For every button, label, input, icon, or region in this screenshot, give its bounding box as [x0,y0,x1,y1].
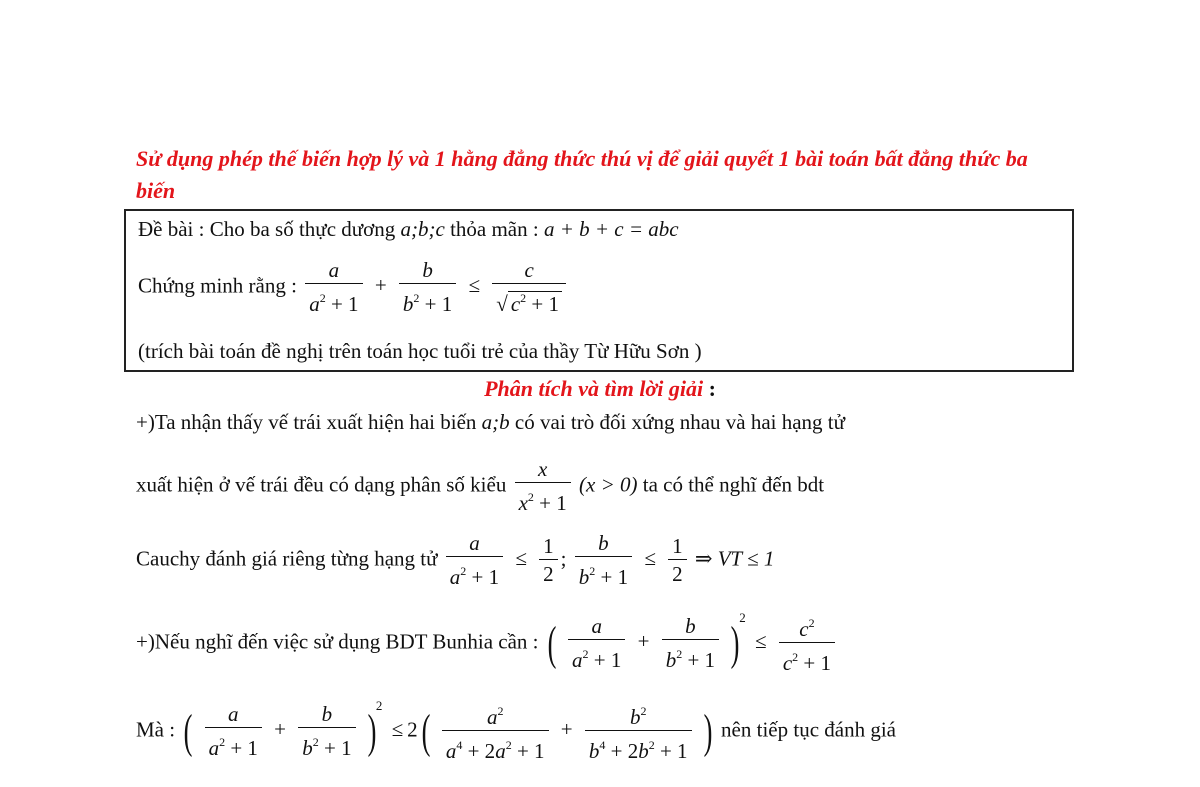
problem-condition: a + b + c = abc [543,217,679,241]
problem-line-1 [138,217,679,242]
problem-source: (trích bài toán đề nghị trên toán học tuổi trẻ của thầy Từ Hữu Sơn ) [138,339,702,363]
problem-box [124,209,1074,372]
fraction-c: $\frac{c}{√ c^2 + 1}$ [492,257,566,318]
analysis-para-4: +)Nếu nghĩ đến việc sử dụng BDT Bunhia cần : ( $\frac{a}{a^2 + 1}$ + $\frac{b}{b^2 + 1}$ )$^2$ ≤ $\frac{c^2}{c^2 + 1}$ [136,610,838,677]
analysis-heading: Phân tích và tìm lời giải : [484,376,716,401]
document-title: Sử dụng phép thế biến hợp lý và 1 hằng đẳng thức thú vị để giải quyết 1 bài toán bất đẳng thức ba biến [136,146,1028,203]
analysis-para-5: Mà : ( $\frac{a}{a^2 + 1}$ + $\frac{b}{b^2 + 1}$ )$^2$ ≤ 2( $\frac{a^2}{a^4 + 2a^2 + 1}$ + $\frac{b^2}{b^4 + 2b^2 + 1}$ ) nên tiếp tục đánh giá [136,698,896,763]
fraction-a: $\frac{a}{a^2 + 1}$ [305,257,362,318]
prove-label: Chứng minh rằng : [138,273,297,298]
problem-vars: a;b;c [400,217,445,241]
problem-intro: Đề bài : Cho ba số thực dương [138,217,396,241]
fraction-x: $\frac{x}{x^2 + 1}$ [515,456,571,517]
analysis-para-2: xuất hiện ở vế trái đều có dạng phân số kiểu $\frac{x}{x^2 + 1}$ (x > 0) ta có thể nghĩ đến bdt [136,457,825,515]
analysis-para-3: Cauchy đánh giá riêng từng hạng tử $\frac{a}{a^2 + 1}$ ≤ $\frac{1}{2}$ ; $\frac{b}{b^2 + 1}$ ≤ $\frac{1}{2}$ ⇒ VT ≤ 1 [136,531,775,589]
problem-line-2: Chứng minh rằng : $\frac{a}{a^2 + 1}$ + $\frac{b}{b^2 + 1}$ ≤ $\frac{c}{√ c^2 + 1}$ [138,257,569,318]
analysis-para-1: +)Ta nhận thấy vế trái xuất hiện hai biến a;b có vai trò đối xứng nhau và hai hạng tử [136,410,846,434]
fraction-b: $\frac{b}{b^2 + 1}$ [399,257,456,318]
problem-cond-label: thỏa mãn : [450,217,539,241]
